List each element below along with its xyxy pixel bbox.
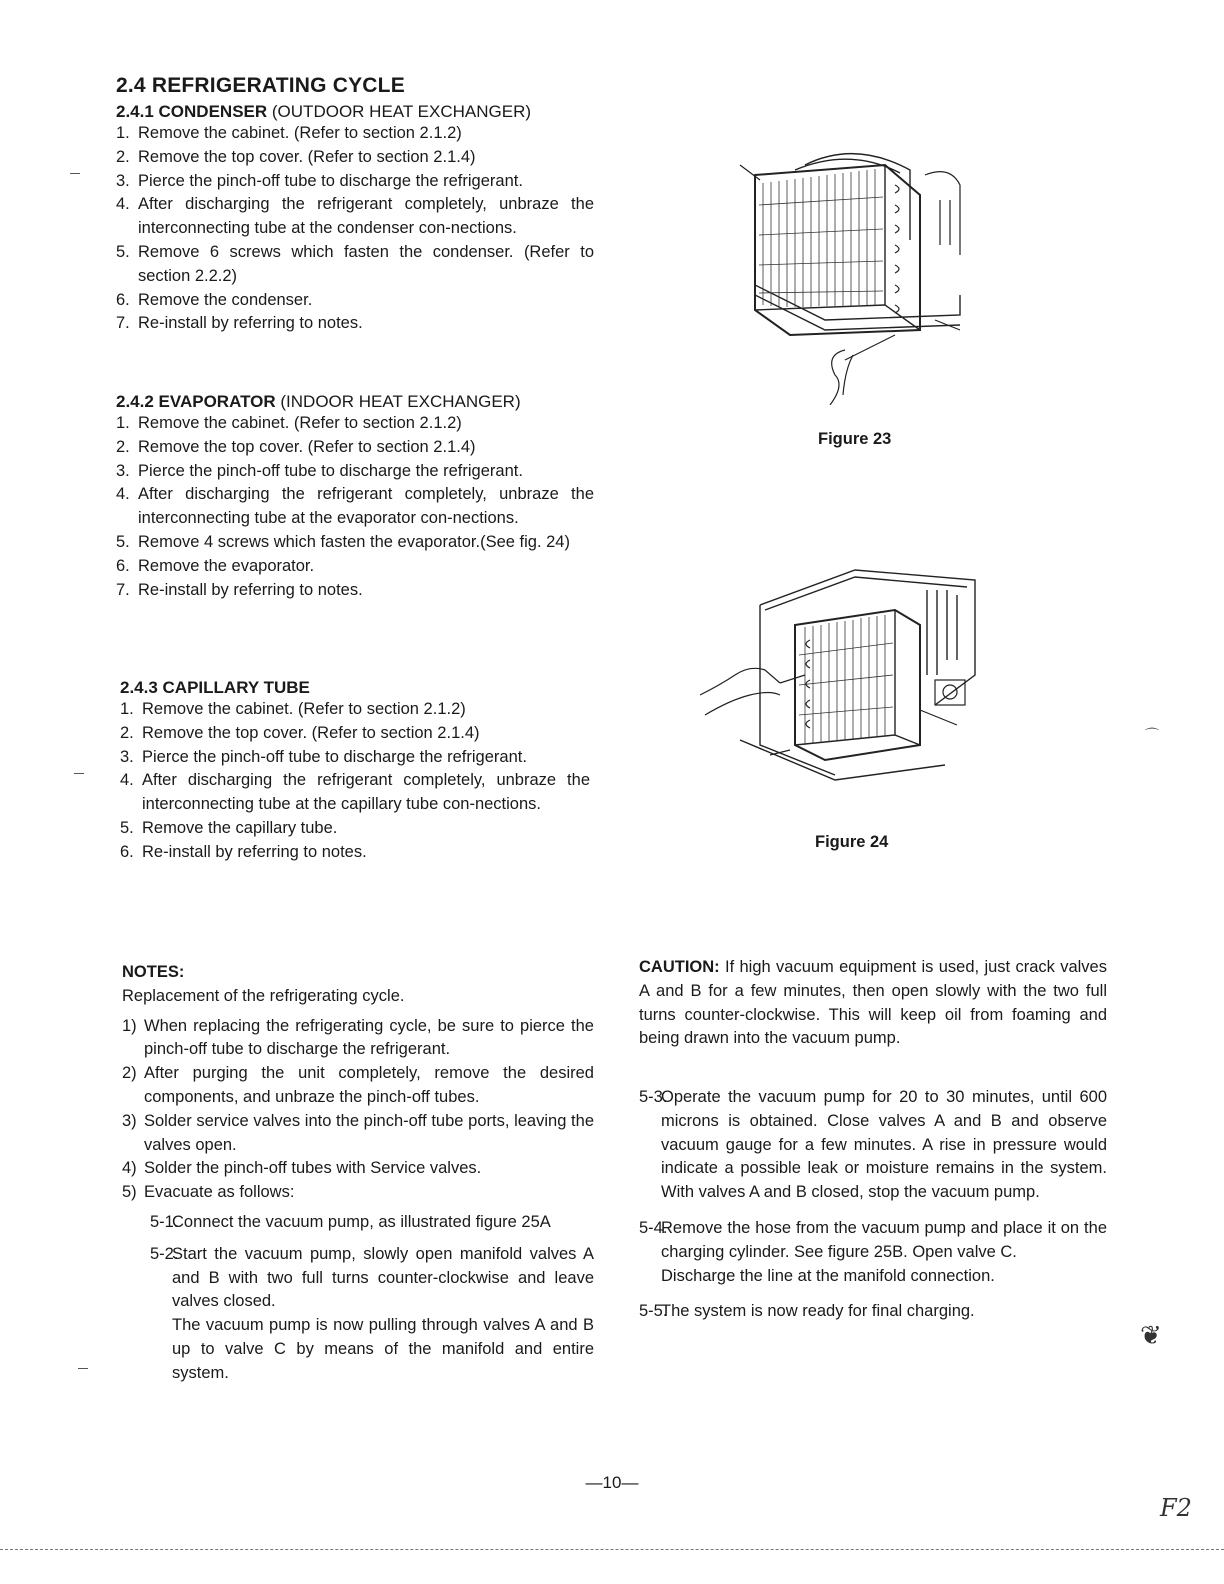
evaporator-removal-illustration	[695, 565, 985, 785]
list-item	[122, 1015, 594, 1063]
item-text: Remove the cabinet. (Refer to section 2.1.2)	[138, 414, 462, 432]
item-text: Remove 4 screws which fasten the evaporator.(See fig. 24)	[138, 532, 570, 551]
item-text: Evacuate as follows:	[144, 1183, 295, 1202]
item-text: Remove the cabinet. (Refer to section 2.1.2)	[138, 124, 462, 142]
item-number: 3.	[116, 461, 130, 480]
list-item	[116, 289, 594, 313]
item-text: Pierce the pinch-off tube to discharge the refrigerant.	[138, 171, 523, 190]
page-number: —10—	[585, 1473, 639, 1492]
item-number: 4.	[120, 771, 134, 790]
item-number: 5-4.	[639, 1218, 668, 1237]
notes-intro: Replacement of the refrigerating cycle.	[122, 986, 405, 1005]
figure-24-caption: Figure 24	[815, 833, 889, 851]
list-item	[116, 146, 594, 170]
item-number: 3.	[120, 747, 134, 766]
item-number: 5.	[116, 242, 130, 261]
item-number: 3)	[122, 1111, 137, 1130]
list-item	[639, 1086, 1107, 1205]
item-text: Connect the vacuum pump, as illustrated figure 25A	[172, 1212, 551, 1231]
item-number: 1)	[122, 1016, 137, 1035]
item-number: 4.	[116, 485, 130, 504]
item-text: Remove the cabinet. (Refer to section 2.1.2)	[142, 700, 466, 718]
scan-mark	[74, 773, 84, 774]
list-item	[122, 1157, 594, 1181]
caution-text: If high vacuum equipment is used, just crack valves A and B for a few minutes, then open slowly with the two full turns counter-clockwise. This will keep oil from foaming and being drawn into the vacuum pump.	[639, 958, 1107, 1048]
list-item	[116, 312, 594, 336]
item-number: 2.	[116, 437, 130, 456]
item-number: 7.	[116, 580, 130, 599]
item-text: Remove 6 screws which fasten the condenser. (Refer to section 2.2.2)	[138, 242, 594, 285]
section-title: 2.4 REFRIGERATING CYCLE	[116, 74, 405, 97]
evaporator-steps	[116, 412, 594, 602]
item-number: 5)	[122, 1183, 137, 1202]
item-text: Re-install by referring to notes.	[142, 842, 367, 861]
caution-paragraph	[639, 956, 1107, 1051]
list-item	[120, 746, 590, 770]
capillary-section	[120, 678, 590, 865]
item-text: Start the vacuum pump, slowly open manifold valves A and B with two full turns counter-clockwise and leave valves closed.	[172, 1244, 594, 1311]
list-item	[116, 436, 594, 460]
figure-23-caption: Figure 23	[818, 430, 892, 448]
list-item	[116, 579, 594, 603]
item-text-continued: The vacuum pump is now pulling through valves A and B up to valve C by means of the manifold and entire system.	[172, 1316, 594, 1382]
item-text-continued: Discharge the line at the manifold connection.	[661, 1266, 995, 1285]
item-number: 5-1.	[150, 1212, 179, 1231]
item-number: 5-2.	[150, 1244, 179, 1263]
evaporator-section	[116, 392, 594, 602]
item-text: Re-install by referring to notes.	[138, 580, 363, 599]
evaporator-heading: 2.4.2 EVAPORATOR (INDOOR HEAT EXCHANGER)	[116, 392, 521, 411]
list-item	[150, 1211, 594, 1235]
handwritten-mark: ❦	[1140, 1320, 1162, 1350]
item-number: 1.	[120, 700, 134, 718]
item-text: Re-install by referring to notes.	[138, 314, 363, 333]
item-text: Remove the top cover. (Refer to section 2.1.4)	[138, 147, 476, 166]
list-item	[116, 170, 594, 194]
list-item	[116, 531, 594, 555]
item-number: 7.	[116, 314, 130, 333]
notes-section	[122, 961, 594, 1386]
list-item	[122, 1062, 594, 1110]
item-text: After discharging the refrigerant completely, unbraze the interconnecting tube at the condenser con-nections.	[138, 195, 594, 238]
charging-steps	[639, 1086, 1107, 1324]
charging-steps-section	[639, 1086, 1107, 1324]
scan-mark: ⌒	[1145, 727, 1159, 743]
item-text: Remove the capillary tube.	[142, 818, 338, 837]
list-item	[120, 769, 590, 817]
item-text: Remove the top cover. (Refer to section 2.1.4)	[138, 437, 476, 456]
item-number: 6.	[120, 842, 134, 861]
item-number: 2.	[120, 723, 134, 742]
list-item	[120, 722, 590, 746]
list-item	[116, 412, 594, 436]
item-text: After discharging the refrigerant completely, unbraze the interconnecting tube at the capillary tube con-nections.	[142, 771, 590, 814]
item-number: 6.	[116, 290, 130, 309]
item-number: 5-3.	[639, 1088, 668, 1106]
scan-mark	[70, 173, 80, 174]
list-item	[639, 1300, 1107, 1324]
item-number: 5.	[120, 818, 134, 837]
list-item	[120, 817, 590, 841]
item-text: Remove the hose from the vacuum pump and place it on the charging cylinder. See figure 25B. Open valve C.	[661, 1218, 1107, 1261]
caution-label: CAUTION:	[639, 958, 720, 976]
item-number: 4)	[122, 1159, 137, 1178]
item-text: When replacing the refrigerating cycle, be sure to pierce the pinch-off tube to discharge the refrigerant.	[144, 1016, 594, 1059]
item-text: The system is now ready for final charging.	[661, 1302, 975, 1321]
handwritten-note: F2	[1160, 1494, 1192, 1522]
item-text: Solder service valves into the pinch-off tube ports, leaving the valves open.	[144, 1111, 594, 1154]
list-item	[120, 698, 590, 722]
notes-list	[122, 1015, 594, 1205]
evacuation-steps	[150, 1211, 594, 1386]
item-number: 5.	[116, 532, 130, 551]
item-number: 1.	[116, 414, 130, 432]
item-number: 6.	[116, 556, 130, 575]
condenser-removal-illustration	[735, 145, 975, 405]
list-item	[116, 122, 594, 146]
list-item	[120, 841, 590, 865]
item-text: After purging the unit completely, remove the desired components, and unbraze the pinch-off tubes.	[144, 1064, 594, 1106]
item-text: Remove the condenser.	[138, 290, 313, 309]
condenser-section	[116, 102, 594, 336]
list-item	[122, 1181, 594, 1205]
condenser-heading: 2.4.1 CONDENSER (OUTDOOR HEAT EXCHANGER)	[116, 102, 532, 121]
item-number: 2)	[122, 1064, 137, 1083]
item-number: 1.	[116, 124, 130, 142]
item-number: 2.	[116, 147, 130, 166]
list-item	[639, 1217, 1107, 1288]
list-item	[116, 241, 594, 289]
list-item	[116, 460, 594, 484]
item-text: Solder the pinch-off tubes with Service valves.	[144, 1159, 482, 1178]
condenser-steps	[116, 122, 594, 336]
item-text: Remove the top cover. (Refer to section 2.1.4)	[142, 723, 480, 742]
item-number: 5-5.	[639, 1302, 668, 1321]
list-item	[122, 1110, 594, 1158]
item-text: Pierce the pinch-off tube to discharge the refrigerant.	[138, 461, 523, 480]
list-item	[116, 193, 594, 241]
list-item	[116, 555, 594, 579]
item-text: Remove the evaporator.	[138, 556, 315, 575]
footer-rule	[0, 1549, 1224, 1551]
notes-heading: NOTES:	[122, 963, 185, 981]
item-text: After discharging the refrigerant completely, unbraze the interconnecting tube at the evaporator con-nections.	[138, 485, 594, 528]
scan-mark	[78, 1368, 88, 1369]
item-number: 3.	[116, 171, 130, 190]
item-text: Operate the vacuum pump for 20 to 30 minutes, until 600 microns is obtained. Close valves A and B and observe vacuum gauge for a few minutes. A rise in pressure would indicate a possible leak or moisture remains in the system. With valves A and B closed, stop the vacuum pump.	[661, 1088, 1107, 1202]
capillary-heading: 2.4.3 CAPILLARY TUBE	[120, 678, 310, 697]
item-number: 4.	[116, 195, 130, 214]
capillary-steps	[120, 698, 590, 865]
list-item	[150, 1243, 594, 1386]
list-item	[116, 483, 594, 531]
item-text: Pierce the pinch-off tube to discharge the refrigerant.	[142, 747, 527, 766]
